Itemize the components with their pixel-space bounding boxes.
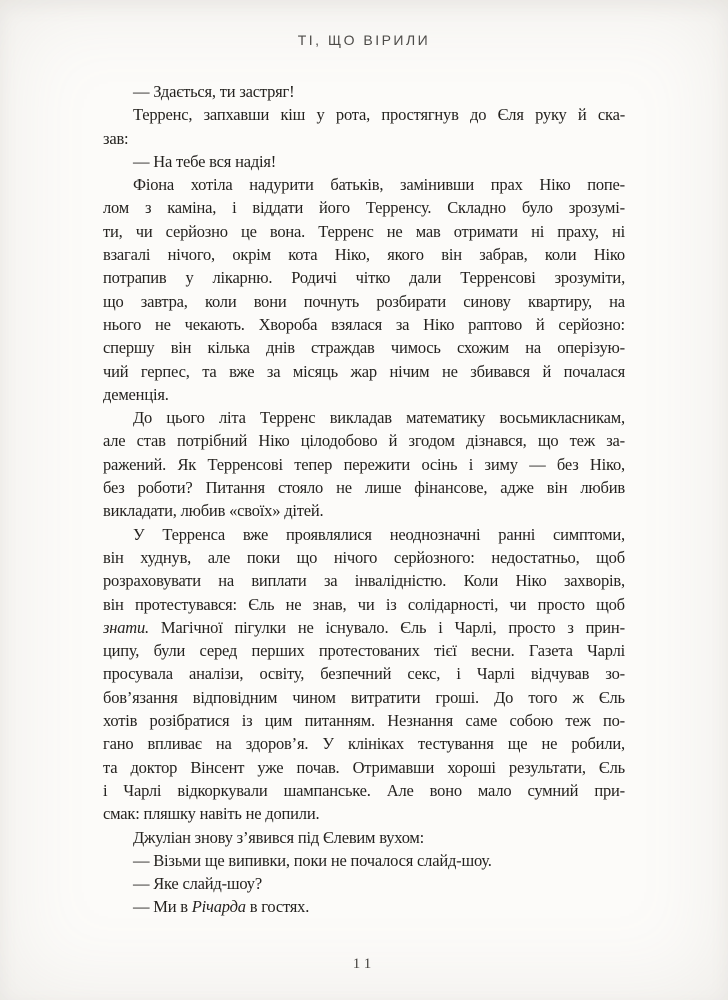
text-line: що завтра, коли вони почнуть розбирати синову квартиру, на xyxy=(103,291,625,311)
paragraph xyxy=(103,849,625,872)
text-line: потрапив у лікарню. Родичі чітко дали Терренсові зрозуміти, xyxy=(103,268,625,288)
paragraph xyxy=(103,406,625,522)
text-line: Джуліан знову з’явився під Єлевим вухом: xyxy=(133,827,425,847)
text-line: ражений. Як Терренсові тепер пережити осінь і зиму — без Ніко, xyxy=(103,454,625,474)
text-line: чий герпес, та вже за місяць жар нічим не збивався й почалася xyxy=(103,361,625,381)
text-line: — Яке слайд-шоу? xyxy=(133,874,262,894)
text-line: — Ми в Річарда в гостях. xyxy=(133,897,310,917)
text-line: він худнув, але поки що нічого серйозного: недостатньо, щоб xyxy=(103,547,625,567)
text-line: без роботи? Питання стояло не лише фінансове, адже він любив xyxy=(103,478,625,498)
text-line: хотів розібратися із цим питанням. Незнання саме собою теж по- xyxy=(103,711,625,731)
text-line: зав: xyxy=(103,128,129,148)
text-line: У Терренса вже проявлялися неоднозначні ранні симптоми, xyxy=(133,524,625,544)
running-header: ТІ, ЩО ВІРИЛИ xyxy=(297,32,431,48)
paragraph xyxy=(103,523,625,826)
text-line: — Здається, ти застряг! xyxy=(133,82,295,101)
text-line: ти, чи серйозно це вона. Терренс не мав отримати ні праху, ні xyxy=(103,221,625,241)
paragraph xyxy=(103,826,625,849)
text-line: гано впливає на здоров’я. У клініках тестування ще не робили, xyxy=(103,734,625,754)
text-line: ципу, були серед перших протестованих тієї весни. Газета Чарлі xyxy=(103,641,625,661)
paragraph xyxy=(103,103,625,150)
text-line: знати. Магічної пігулки не існувало. Єль і Чарлі, просто з прин- xyxy=(103,617,625,637)
paragraph xyxy=(103,173,625,406)
text-line: — Візьми ще випивки, поки не почалося слайд-шоу. xyxy=(133,850,492,870)
text-line: спершу він кілька днів страждав чимось схожим на оперізую- xyxy=(103,338,625,358)
text-line: Фіона хотіла надурити батьків, замінивши прах Ніко попе- xyxy=(133,175,625,195)
text-line: — На тебе вся надія! xyxy=(133,151,277,171)
text-line: нього не чекають. Хвороба взялася за Ніко раптово й серйозно: xyxy=(103,314,625,334)
text-line: але став потрібний Ніко цілодобово й згодом дізнався, що теж за- xyxy=(103,431,625,451)
text-line: та доктор Вінсент уже почав. Отримавши хороші результати, Єль xyxy=(103,757,625,777)
paragraph xyxy=(103,895,625,918)
text-line: лом з каміна, і віддати його Терренсу. Складно було зрозумі- xyxy=(103,198,625,218)
text-line: деменція. xyxy=(103,384,169,404)
text-line: викладати, любив «своїх» дітей. xyxy=(103,501,324,521)
text-line: бов’язання відповідним чином витратити гроші. До того ж Єль xyxy=(103,687,625,707)
page-number: 11 xyxy=(352,956,376,972)
text-line: взагалі нічого, окрім кота Ніко, якого він забрав, коли Ніко xyxy=(103,245,625,265)
text-line: До цього літа Терренс викладав математику восьмикласникам, xyxy=(133,408,625,428)
paragraph xyxy=(103,150,625,173)
text-line: він протестувався: Єль не знав, чи із солідарності, чи просто щоб xyxy=(103,594,625,614)
text-line: розраховувати на виплати за інвалідністю. Коли Ніко захворів, xyxy=(103,571,625,591)
text-line: Терренс, запхавши кіш у рота, простягнув до Єля руку й ска- xyxy=(133,105,625,125)
paragraph xyxy=(103,80,625,103)
text-block xyxy=(103,80,625,919)
text-line: і Чарлі відкоркували шампанське. Але воно мало сумний при- xyxy=(103,780,625,800)
text-line: смак: пляшку навіть не допили. xyxy=(103,804,320,824)
paragraph xyxy=(103,872,625,895)
text-line: просувала аналізи, освіту, безпечний секс, і Чарлі відчував зо- xyxy=(103,664,625,684)
